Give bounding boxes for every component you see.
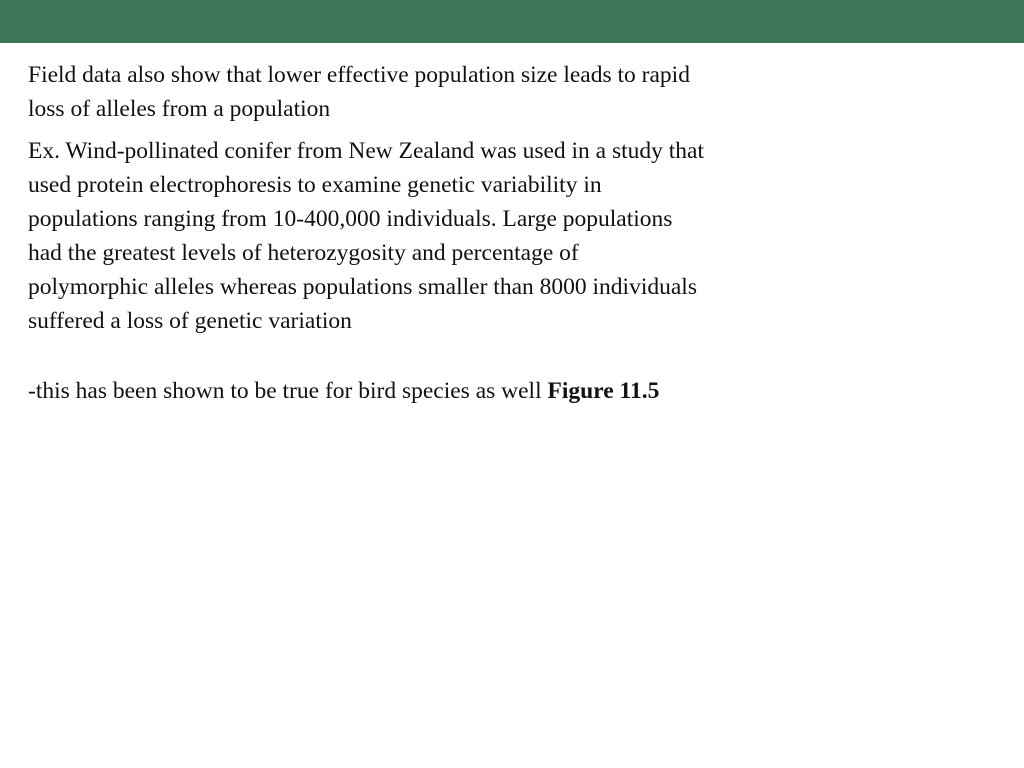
paragraph-line: Ex. Wind-pollinated conifer from New Zealand was used in a study that [28, 138, 705, 164]
paragraph-line: had the greatest levels of heterozygosity and percentage of [28, 240, 579, 266]
paragraph-line: suffered a loss of genetic variation [28, 308, 352, 334]
paragraph-conifer-example [28, 134, 928, 338]
paragraph-line: Field data also show that lower effective population size leads to rapid [28, 62, 690, 88]
figure-reference: Figure 11.5 [547, 378, 660, 404]
paragraph-bird-species [28, 374, 928, 408]
paragraph-line: loss of alleles from a population [28, 96, 331, 122]
paragraph-effective-population [28, 58, 928, 126]
paragraph-text: -this has been shown to be true for bird species as well [28, 378, 548, 404]
header-bar [0, 0, 1024, 43]
paragraph-line: populations ranging from 10-400,000 individuals. Large populations [28, 206, 673, 232]
slide-body [28, 58, 928, 408]
paragraph-line: used protein electrophoresis to examine genetic variability in [28, 172, 602, 198]
paragraph-line: polymorphic alleles whereas populations smaller than 8000 individuals [28, 274, 697, 300]
